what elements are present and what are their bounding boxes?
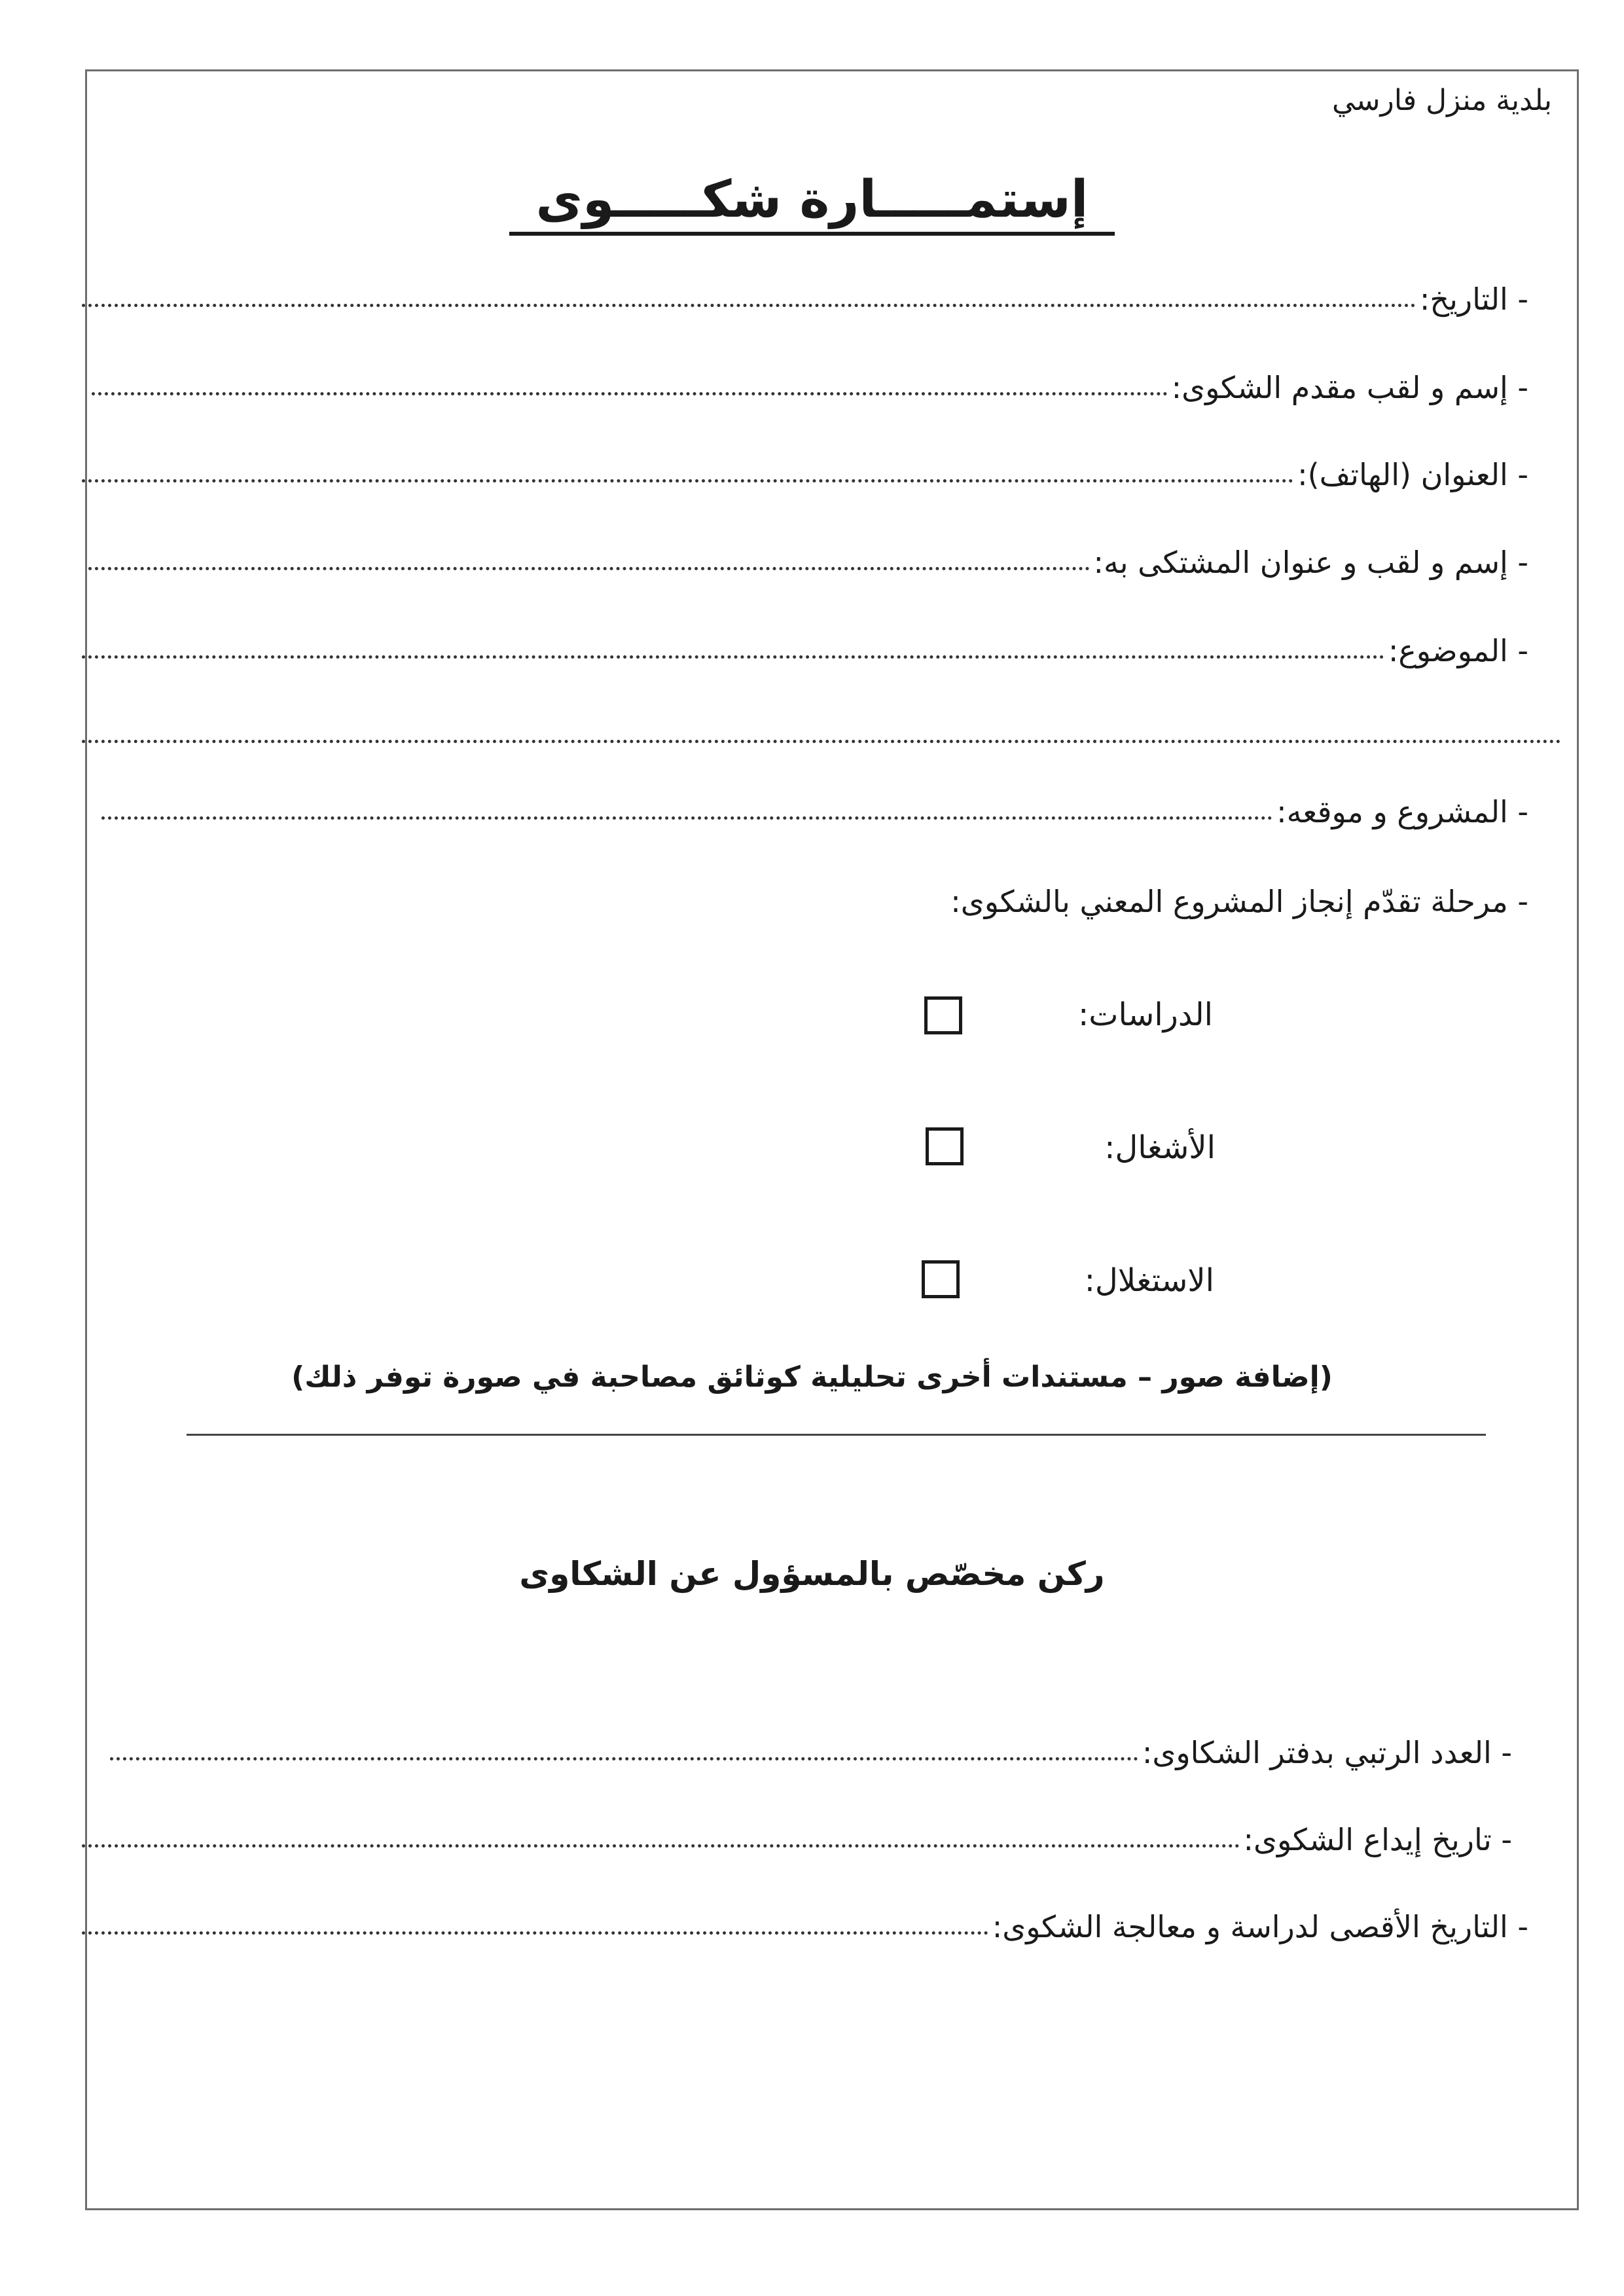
project-location-dotted-line[interactable]	[101, 816, 1272, 820]
section-divider	[187, 1434, 1486, 1436]
complainant-name-field[interactable]	[92, 370, 1528, 405]
stage-operation-checkbox[interactable]	[922, 1260, 960, 1298]
complainant-name-dotted-line[interactable]	[92, 392, 1168, 395]
filing-date-field[interactable]	[82, 1822, 1512, 1857]
filing-date-dotted-line[interactable]	[82, 1844, 1240, 1848]
address-phone-dotted-line[interactable]	[82, 479, 1293, 483]
serial-number-field[interactable]	[110, 1735, 1512, 1770]
attachments-note: (إضافة صور – مستندات أخرى تحليلية كوثائق مصاحبة في صورة توفر ذلك)	[291, 1360, 1333, 1394]
project-location-label: - المشروع و موقعه:	[1276, 794, 1528, 829]
subject-dotted-line[interactable]	[82, 655, 1384, 659]
defendant-field[interactable]	[88, 545, 1528, 580]
form-title-text: إستمـــــارة شكـــــوى	[509, 170, 1114, 236]
stage-operation-label: الاستغلال:	[1084, 1262, 1214, 1299]
defendant-dotted-line[interactable]	[88, 567, 1090, 570]
deadline-field[interactable]	[82, 1909, 1528, 1944]
stage-works-checkbox[interactable]	[926, 1127, 964, 1165]
defendant-label: - إسم و لقب و عنوان المشتكى به:	[1093, 545, 1528, 580]
date-label: - التاريخ:	[1419, 282, 1528, 317]
complainant-name-label: - إسم و لقب مقدم الشكوى:	[1171, 370, 1528, 405]
serial-number-label: - العدد الرتبي بدفتر الشكاوى:	[1142, 1735, 1512, 1770]
project-stage-field	[950, 884, 1528, 919]
address-phone-label: - العنوان (الهاتف):	[1297, 457, 1528, 492]
serial-number-dotted-line[interactable]	[110, 1757, 1138, 1760]
stage-studies-label: الدراسات:	[1078, 996, 1213, 1033]
subject-label: - الموضوع:	[1388, 633, 1528, 668]
subject-field[interactable]	[82, 633, 1528, 668]
date-field[interactable]	[82, 282, 1528, 317]
deadline-label: - التاريخ الأقصى لدراسة و معالجة الشكوى:	[992, 1909, 1528, 1944]
stage-works-label: الأشغال:	[1104, 1129, 1216, 1166]
project-stage-label: - مرحلة تقدّم إنجاز المشروع المعني بالشكوى:	[950, 884, 1528, 919]
subject-continuation-line[interactable]	[82, 740, 1561, 743]
form-title	[0, 170, 1624, 236]
official-section-title: ركن مخصّص بالمسؤول عن الشكاوى	[519, 1555, 1105, 1593]
filing-date-label: - تاريخ إيداع الشكوى:	[1243, 1822, 1512, 1857]
project-location-field[interactable]	[101, 794, 1528, 829]
stage-studies-checkbox[interactable]	[924, 996, 962, 1034]
municipality-name: بلدية منزل فارسي	[1331, 84, 1552, 117]
deadline-dotted-line[interactable]	[82, 1931, 988, 1935]
date-dotted-line[interactable]	[82, 304, 1416, 307]
address-phone-field[interactable]	[82, 457, 1528, 492]
